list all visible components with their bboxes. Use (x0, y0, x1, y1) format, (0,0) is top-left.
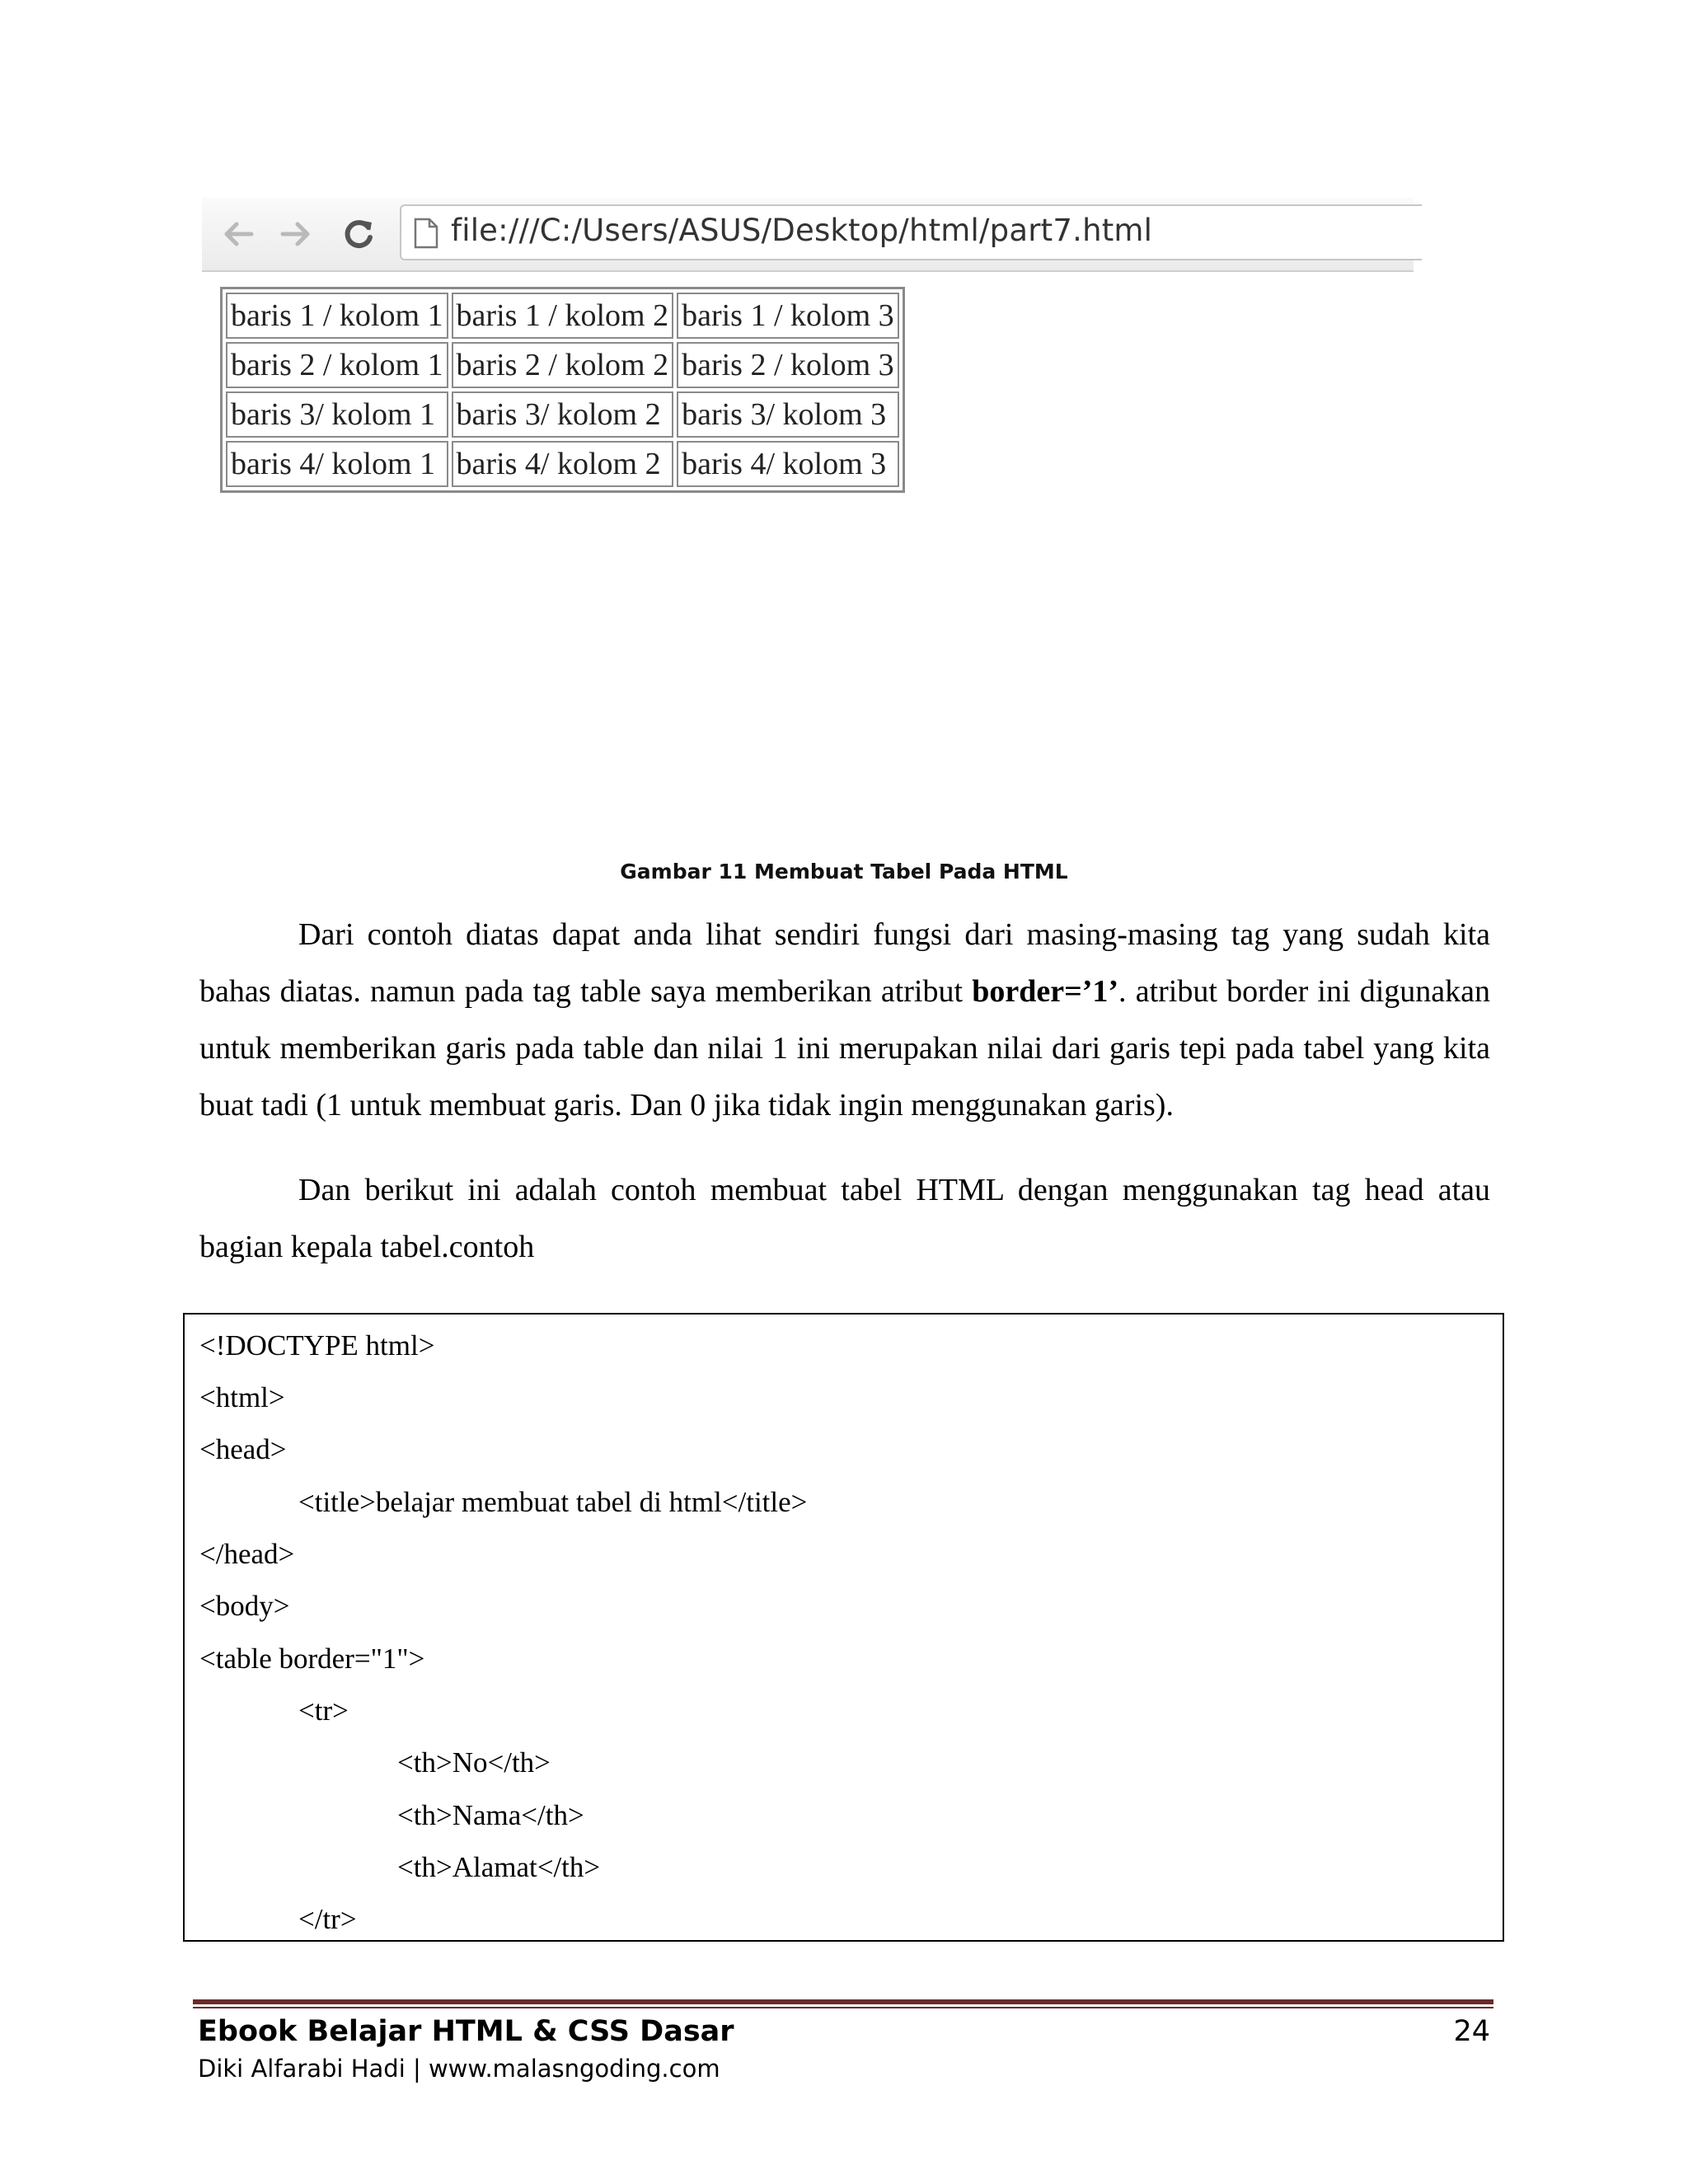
paragraph-bold-attribute: border=’1’ (972, 974, 1119, 1009)
footer-book-title: Ebook Belajar HTML & CSS Dasar (198, 2015, 734, 2048)
code-line: <!DOCTYPE html> (199, 1329, 435, 1361)
table-cell: baris 3/ kolom 3 (677, 391, 899, 438)
table-cell: baris 4/ kolom 3 (677, 441, 899, 487)
footer-rule-thin (193, 2007, 1493, 2008)
forward-arrow-icon[interactable] (278, 218, 314, 251)
code-line: <html> (199, 1381, 285, 1413)
code-example-box (183, 1313, 1504, 1942)
footer-author: Diki Alfarabi Hadi | www.malasngoding.com (198, 2055, 720, 2083)
table-cell: baris 4/ kolom 2 (452, 441, 674, 487)
figure-caption: Gambar 11 Membuat Tabel Pada HTML (620, 860, 1068, 883)
code-line: </tr> (298, 1903, 357, 1935)
paragraph-text: . atribut border ini digunakan untuk memberikan garis pada table dan nilai 1 ini merupakan nilai dari garis tepi pada tabel yang kita buat tadi (1 untuk membuat garis. Dan 0 jika tidak ingin menggunakan garis). (199, 974, 1490, 1122)
back-arrow-icon[interactable] (220, 218, 256, 251)
demo-table (220, 287, 905, 493)
code-line: <th>No</th> (397, 1746, 551, 1779)
paragraph-border-explanation (199, 907, 1490, 1134)
table-row (226, 293, 899, 339)
code-line: <table border="1"> (199, 1643, 425, 1675)
table-cell: baris 1 / kolom 1 (226, 293, 448, 339)
table-cell: baris 1 / kolom 3 (677, 293, 899, 339)
page-number: 24 (1453, 2015, 1490, 2048)
table-row (226, 391, 899, 438)
code-line: <tr> (298, 1694, 349, 1727)
document-icon (413, 218, 439, 249)
table-row (226, 441, 899, 487)
table-cell: baris 3/ kolom 1 (226, 391, 448, 438)
address-bar[interactable] (400, 204, 1422, 260)
reload-icon[interactable] (340, 218, 377, 251)
paragraph-table-head-intro: Dan berikut ini adalah contoh membuat tabel HTML dengan menggunakan tag head atau bagian kepala tabel.contoh (199, 1173, 1490, 1264)
demo-table-body (226, 293, 899, 487)
code-line: </head> (199, 1538, 295, 1570)
table-cell: baris 3/ kolom 2 (452, 391, 674, 438)
table-row (226, 342, 899, 388)
table-cell: baris 4/ kolom 1 (226, 441, 448, 487)
code-line: <body> (199, 1590, 290, 1622)
table-cell: baris 2 / kolom 1 (226, 342, 448, 388)
browser-screenshot-figure (202, 198, 1414, 494)
code-line: <th>Alamat</th> (397, 1851, 601, 1883)
table-cell: baris 2 / kolom 3 (677, 342, 899, 388)
code-line: <head> (199, 1433, 287, 1465)
footer-rule (193, 1999, 1493, 2004)
paragraph-text: Dari contoh diatas dapat anda lihat sendiri fungsi dari masing-masing tag yang sudah kita bahas diatas. namun pada tag table saya memberikan atribut (199, 917, 1490, 1009)
table-cell: baris 2 / kolom 2 (452, 342, 674, 388)
code-line: <th>Nama</th> (397, 1799, 584, 1831)
browser-toolbar (202, 198, 1414, 272)
code-line: <title>belajar membuat tabel di html</title> (298, 1486, 808, 1518)
table-cell: baris 1 / kolom 2 (452, 293, 674, 339)
url-text[interactable]: file:///C:/Users/ASUS/Desktop/html/part7.html (451, 213, 1153, 248)
